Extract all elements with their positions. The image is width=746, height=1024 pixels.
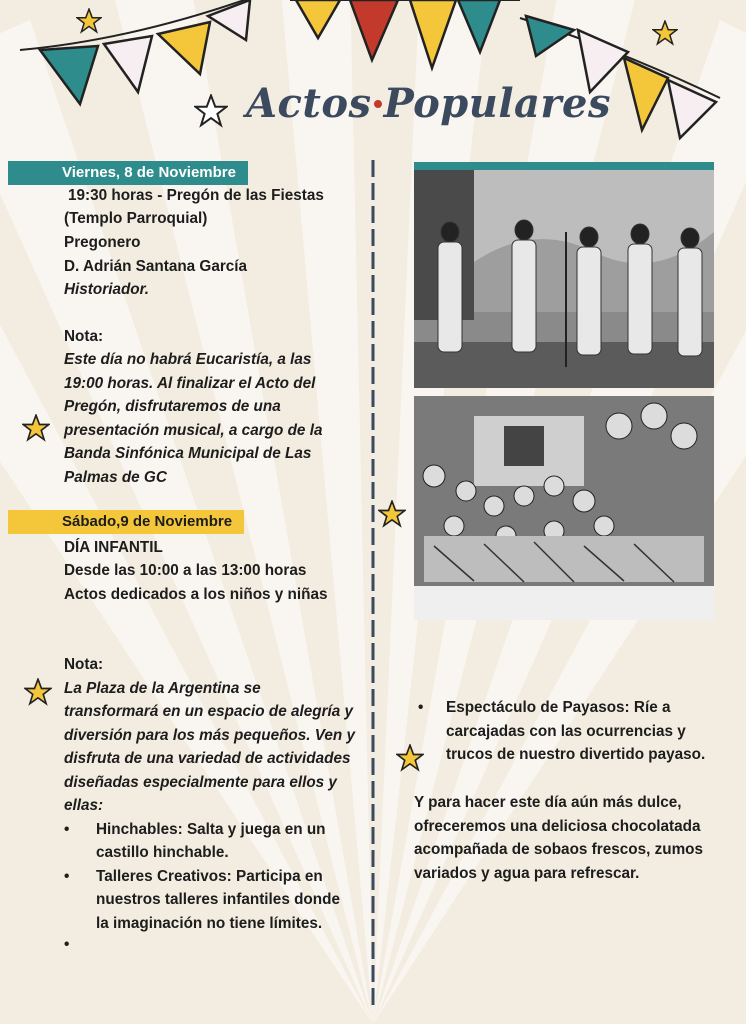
star-icon [76,8,102,34]
star-icon [22,414,50,442]
saturday-note-line: disfruta de una variedad de actividades [64,750,351,767]
friday-note-line: Palmas de GC [64,469,167,486]
saturday-header: Sábado,9 de Noviembre [8,510,244,534]
saturday-note-line: diseñadas especialmente para ellos y [64,774,337,791]
friday-line-3: Pregonero [64,234,141,251]
page-title [246,80,611,127]
friday-header: Viernes, 8 de Noviembre [8,161,248,185]
bullet-dot: • [418,699,424,716]
saturday-note-line: ellas: [64,797,104,814]
bullet-dot: • [64,936,70,953]
friday-note-label: Nota: [64,328,104,345]
star-icon [652,20,678,46]
photo-children-crowd [414,396,714,620]
closing-line: acompañada de sobaos frescos, zumos [414,841,704,858]
closing-line: ofreceremos una deliciosa chocolatada [414,818,701,835]
bullet-line: Hinchables: Salta y juega en un [96,821,326,838]
saturday-line-2: Desde las 10:00 a las 13:00 horas [64,562,307,579]
saturday-note-line: La Plaza de la Argentina se [64,680,261,697]
friday-line-1: 19:30 horas - Pregón de las Fiestas [68,187,324,204]
saturday-note-line: transformará en un espacio de alegría y [64,703,354,720]
bullet-line: la imaginación no tiene límites. [96,915,323,932]
bullet-line: Talleres Creativos: Participa en [96,868,323,885]
saturday-note-label: Nota: [64,656,104,673]
bullet-line: nuestros talleres infantiles donde [96,891,340,908]
right-bullet-line: trucos de nuestro divertido payaso. [446,746,706,763]
friday-note-line: Pregón, disfrutaremos de una [64,398,281,415]
saturday-line-1: DÍA INFANTIL [64,539,163,556]
star-icon [194,94,228,128]
right-bullet-line: carcajadas con las ocurrencias y [446,723,686,740]
friday-note-line: Banda Sinfónica Municipal de Las [64,445,312,462]
friday-note-line: Este día no habrá Eucaristía, a las [64,351,312,368]
bullet-line: castillo hinchable. [96,844,229,861]
closing-line: variados y agua para refrescar. [414,865,640,882]
closing-line: Y para hacer este día aún más dulce, [414,794,682,811]
title-dot [374,100,382,108]
star-icon [378,500,406,528]
photo-stage-performers [414,162,714,388]
saturday-note-line: diversión para los más pequeños. Ven y [64,727,356,744]
bullet-dot: • [64,868,70,885]
title-part-2: Populares [383,80,611,127]
friday-line-4: D. Adrián Santana García [64,258,248,275]
star-icon [24,678,52,706]
friday-note-line: 19:00 horas. Al finalizar el Acto del [64,375,316,392]
right-bullet-line: Espectáculo de Payasos: Ríe a [446,699,671,716]
bullet-dot: • [64,821,70,838]
friday-note-line: presentación musical, a cargo de la [64,422,323,439]
star-icon [396,744,424,772]
friday-line-2: (Templo Parroquial) [64,210,208,227]
title-part-1: Actos [246,80,372,127]
saturday-line-3: Actos dedicados a los niños y niñas [64,586,328,603]
friday-role: Historiador. [64,281,149,298]
